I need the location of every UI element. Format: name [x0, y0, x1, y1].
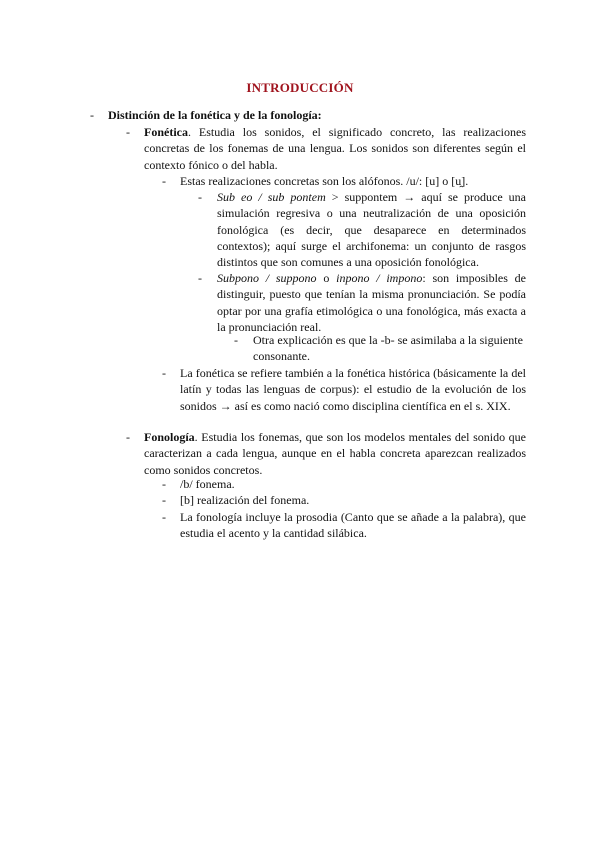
bullet-dash: -	[162, 493, 166, 508]
section-heading: Distinción de la fonética y de la fonología:	[108, 108, 322, 122]
example-subpono-italic-2: inpono / impono	[336, 271, 423, 285]
example-sub-eo-item	[198, 189, 526, 270]
example-subpono-italic-1: Subpono / suppono	[217, 271, 317, 285]
example-subpono-connector: o	[316, 271, 337, 285]
fonetica-term: Fonética	[144, 125, 188, 139]
example-subpono-text: : son imposibles de distinguir, puesto que tenían la misma pronunciación. Se podía optar por una grafía etimológica o una fonológica, más exacta a la pronunciación real.	[217, 271, 526, 334]
fonetica-text: . Estudia los sonidos, el significado concreto, las realizaciones concretas de los fonemas de una lengua. Los sonidos son diferentes según el contexto fónico o del habla.	[144, 125, 526, 172]
alofonos-item	[162, 173, 526, 189]
fonetica-historica-item	[162, 365, 526, 414]
fonologia-term: Fonología	[144, 430, 195, 444]
example-sub-eo-paragraph	[217, 189, 526, 270]
fonologia-list	[162, 476, 526, 541]
example-sub-eo-italic: Sub eo / sub pontem	[217, 190, 326, 204]
example-sub-eo-text: > suppontem → aquí se produce una simulación regresiva o una neutralización de una oposición fonológica (es decir, que desaparece en determinados contextos); aquí surge el archifonema: un conjunto de rasgos distintos que son comunes a una oposición fonológica.	[217, 190, 527, 270]
fonologia-paragraph	[144, 429, 526, 478]
fonetica-paragraph	[144, 124, 526, 173]
bullet-dash: -	[198, 271, 202, 285]
page-title: INTRODUCCIÓN	[246, 80, 354, 95]
asimilacion-text: Otra explicación es que la -b- se asimilaba a la siguiente consonante.	[253, 333, 523, 364]
list-item	[162, 476, 526, 492]
fonetica-item	[126, 124, 526, 173]
fonologia-text: . Estudia los fonemas, que son los modelos mentales del sonido que caracterizan a cada lengua, aunque en el habla concreta aparezcan realizados como sonidos concretos.	[144, 430, 526, 477]
list-item-text: /b/ fonema.	[180, 477, 235, 491]
fonetica-historica-text: La fonética se refiere también a la fonética histórica (básicamente la del latín y todas las lenguas de corpus): el estudio de la evolución de los sonidos → así es como nació como disciplina científica en el s. XIX.	[180, 366, 526, 413]
bullet-dash: -	[162, 174, 166, 188]
alofonos-text: Estas realizaciones concretas son los alófonos. /u/: [u] o [u̯].	[180, 174, 469, 188]
bullet-dash: -	[198, 190, 202, 204]
asimilacion-item	[234, 332, 526, 365]
bullet-dash: -	[234, 333, 238, 347]
example-subpono-paragraph	[217, 270, 526, 335]
example-subpono-item	[198, 270, 526, 335]
fonologia-item	[126, 429, 526, 478]
list-item-text: [b] realización del fonema.	[180, 493, 310, 508]
bullet-dash: -	[162, 366, 166, 380]
bullet-dash: -	[126, 430, 130, 444]
bullet-dash: -	[162, 477, 166, 491]
bullet-dash: -	[162, 509, 166, 524]
list-item	[162, 509, 526, 542]
list-item-text: La fonología incluye la prosodia (Canto que se añade a la palabra), que estudia el acento y la cantidad silábica.	[180, 509, 526, 540]
list-item	[162, 492, 526, 508]
bullet-dash: -	[126, 125, 130, 139]
bullet-dash: -	[90, 108, 94, 122]
